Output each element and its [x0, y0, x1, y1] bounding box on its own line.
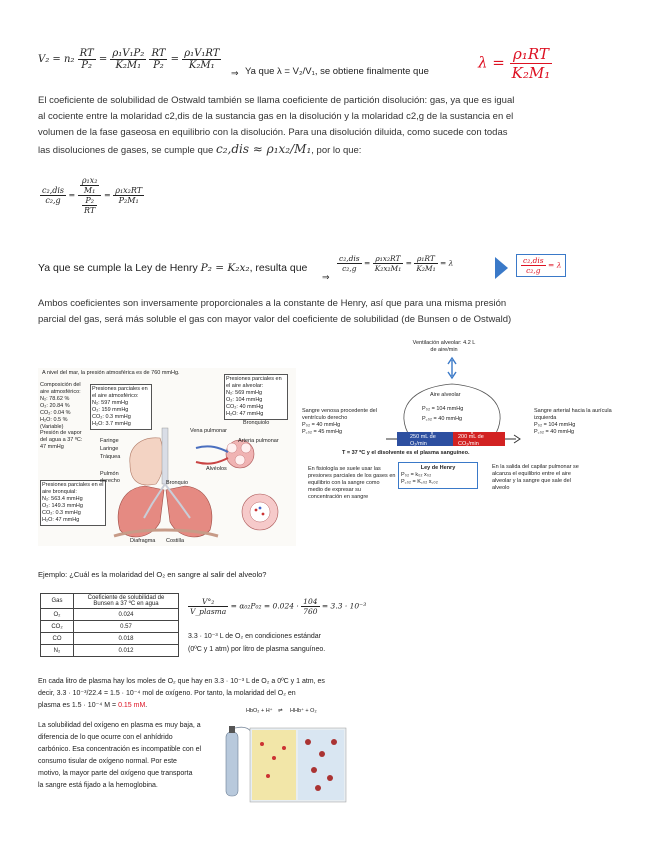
capillary-exit-note: En la salida del capilar pulmonar se alcanza el equilibrio entre el aire alveolar y la sangre que sale del alveolo — [492, 464, 579, 491]
alveolar-po2: P₀₂ = 104 mmHg — [422, 406, 464, 412]
table-row: N₂ 0.012 — [41, 645, 179, 657]
equation-partition: $\frac{\text{c₂,dis}}{\text{c₂,g}}$ = $\frac{\frac{\text{ρ₁x₂}}{\text{M₁}}}{\frac{\text{P₂}}{RT}}$ = $\frac{\text{ρ₁x₂RT}}{\text{P₂M₁}}$ — [42, 176, 143, 215]
label-vena-pulmonar: Vena pulmonar — [190, 428, 227, 434]
label-faringe: Faringe — [100, 438, 119, 444]
atmospheric-pressure-box: Presiones parciales en el aire atmosférico: N₂: 597 mmHg O₂: 159 mmHg CO₂: 0.3 mmHg H₂O: 3.7 mmHg — [90, 384, 152, 430]
lambda-result: λ = $\frac{\text{ρ₁RT}}{\text{K₂M₁}}$ — [478, 45, 551, 82]
table-row: CO 0.018 — [41, 633, 179, 645]
label-bronquio: Bronquio — [166, 480, 189, 486]
hemoglobin-paragraph: La solubilidad del oxígeno en plasma es muy baja, a diferencia de lo que ocurre con el anhídrido carbónico. Esa concentración es incompatible con el consumo tisular de oxígeno normal. Por este motivo, la mayor parte del oxígeno que transporta la sangre está fijado a la hemoglobina. — [38, 722, 202, 789]
bunsen-table — [40, 593, 179, 657]
figure-caption: A nivel del mar, la presión atmosférica es de 760 mmHg. — [42, 370, 180, 376]
alveolar-air-label: Aire alveolar — [430, 392, 461, 398]
alveolus-diagram — [302, 338, 627, 560]
lambda-definition-text: Ya que λ = V₂/V₁, se obtiene finalmente que — [245, 66, 429, 77]
table-row: CO₂ 0.57 — [41, 621, 179, 633]
oxygen-solubility-equation: $\frac{\text{V°₂}}{\text{V\_plasma}}$ = α₀₂P₀₂ = 0.024 · $\frac{104}{760}$ = 3.3 · 10⁻³ — [190, 597, 367, 616]
ostwald-paragraph: El coeficiente de solubilidad de Ostwald también se llama coeficiente de partición disolución: gas, ya que es igual al cociente entre la molaridad c2,dis de la sustancia gas en la disolución y la molaridad c2,g de la sustancia en el volumen de la fase gaseosa en equilibrio con la disolución. Para una disolución diluida, como sucede con todas las disoluciones de gases, se cumple que c₂,dis ≈ ρ₁x₂/M₁, por lo que: — [38, 95, 515, 156]
temperature-note: T = 37 ºC y el disolvente es el plasma sanguíneo. — [342, 450, 470, 456]
label-arteria-pulmonar: Arteria pulmonar — [238, 438, 279, 444]
label-laringe: Laringe — [100, 446, 119, 452]
implies-arrow-2: ⇒ — [322, 272, 330, 282]
composition-box: Composición del aire atmosférico: N₂: 78.62 % O₂: 20.84 % CO₂: 0.04 % H₂O: 0.5 % (Variable) — [40, 382, 81, 430]
alveolar-exchange-figure — [302, 338, 627, 560]
blue-arrow-icon — [495, 257, 508, 279]
label-pulmon: Pulmón derecho — [100, 471, 120, 484]
henry-law-text: Ya que se cumple la Ley de Henry P₂ = K₂x₂, resulta que — [38, 262, 308, 274]
label-alveolos: Alvéolos — [206, 466, 227, 472]
table-row: O₂ 0.024 — [41, 609, 179, 621]
inverse-proportional-paragraph: Ambos coeficientes son inversamente proporcionales a la constante de Henry, así que para una misma presión parcial del gas, será más soluble el gas con mayor valor del coeficiente de solubilidad (de Bunsen o de Ostwald) — [38, 298, 512, 325]
standard-conditions-note: 3.3 · 10⁻³ L de O₂ en condiciones estándar (0ºC y 1 atm) por litro de plasma sanguíneo. — [188, 633, 326, 653]
reaction-right: HHb⁺ + O₂ — [290, 708, 317, 714]
reaction-left: HbO₂ + H⁺ — [246, 708, 273, 714]
table-header-coef: Coeficiente de solubilidad de Bunsen a 37 ºC en agua — [74, 594, 179, 609]
henry-equation: $\frac{\text{c₂,dis}}{\text{c₂,g}}$ = $\frac{\text{ρ₁x₂RT}}{\text{K₂x₂M₁}}$ = $\frac{\text{ρ₁RT}}{\text{K₂M₁}}$ = λ — [339, 254, 454, 273]
flow-o2: 250 mL de O₂/min — [410, 434, 436, 447]
henry-result-box: $\frac{\text{c₂,dis}}{\text{c₂,g}}$ = λ — [516, 254, 566, 277]
implies-arrow: ⇒ — [231, 68, 239, 78]
example-title: Ejemplo: ¿Cuál es la molaridad del O₂ en sangre al salir del alveolo? — [38, 570, 267, 579]
ventilation-label: Ventilación alveolar: 4.2 L de aire/min — [412, 340, 476, 353]
label-costilla: Costilla — [166, 538, 185, 544]
bronchial-pressure-box: Presiones parciales en el aire bronquial: N₂: 563.4 mmHg O₂: 149.3 mmHg CO₂: 0.3 mmHg H₂O: 47 mmHg — [40, 480, 106, 526]
vapor-pressure: Presión de vapor del agua a 37 ºC: 47 mmHg — [40, 430, 83, 450]
alveolar-pressure-box: Presiones parciales en el aire alveolar: N₂: 569 mmHg O₂: 104 mmHg CO₂: 40 mmHg H₂O: 47 mmHg — [224, 374, 288, 420]
arterial-blood: Sangre arterial hacia la aurícula izquierda P₀₂ = 104 mmHg P꜀₀₂ = 40 mmHg — [534, 408, 612, 435]
equation-volume: V₂ = n₂ $\frac{RT}{\text{P₂}}$ = $\frac{\text{ρ₁V₁P₂}}{\text{K₂M₁}}$ $\frac{RT}{\text{P₂}}$ = $\frac{\text{ρ₁V₁RT}}{\text{K₂M₁}}$ — [38, 48, 220, 71]
respiratory-figure — [38, 368, 296, 546]
label-bronquiolo: Bronquiolo — [243, 420, 270, 426]
molarity-paragraph: En cada litro de plasma hay los moles de O₂ que hay en 3.3 · 10⁻³ L de O₂ a 0ºC y 1 atm, es decir, 3.3 · 10⁻³/22.4 = 1.5 · 10⁻⁴ mol de oxígeno. Por tanto, la molaridad del O₂ en plasma es 1.5 · 10⁻⁴ M = 0.15 mM. — [38, 678, 325, 709]
label-diafragma: Diafragma — [130, 538, 156, 544]
table-header-gas: Gas — [41, 594, 74, 609]
flow-co2: 200 mL de CO₂/min — [458, 434, 484, 447]
venous-blood: Sangre venosa procedente del ventrículo derecho P₀₂ = 40 mmHg P꜀₀₂ = 45 mmHg — [302, 408, 377, 435]
reaction-arrow: ⇌ — [278, 708, 283, 714]
alveolar-pco2: P꜀₀₂ = 40 mmHg — [422, 416, 463, 422]
oxygen-cylinder-icon — [222, 718, 350, 810]
label-traquea: Tráquea — [100, 454, 121, 460]
hemoglobin-figure — [222, 706, 350, 810]
physiology-note: En fisiología se suele usar las presiones parciales de los gases en equilibrio con la sangre como medio de expresar su concentración en sangre — [308, 466, 396, 500]
henry-law-box: Ley de Henry P₀₂ = k₀₂ x₀₂ P꜀₀₂ = K꜀₀₂ x꜀₀₂ — [398, 462, 478, 489]
